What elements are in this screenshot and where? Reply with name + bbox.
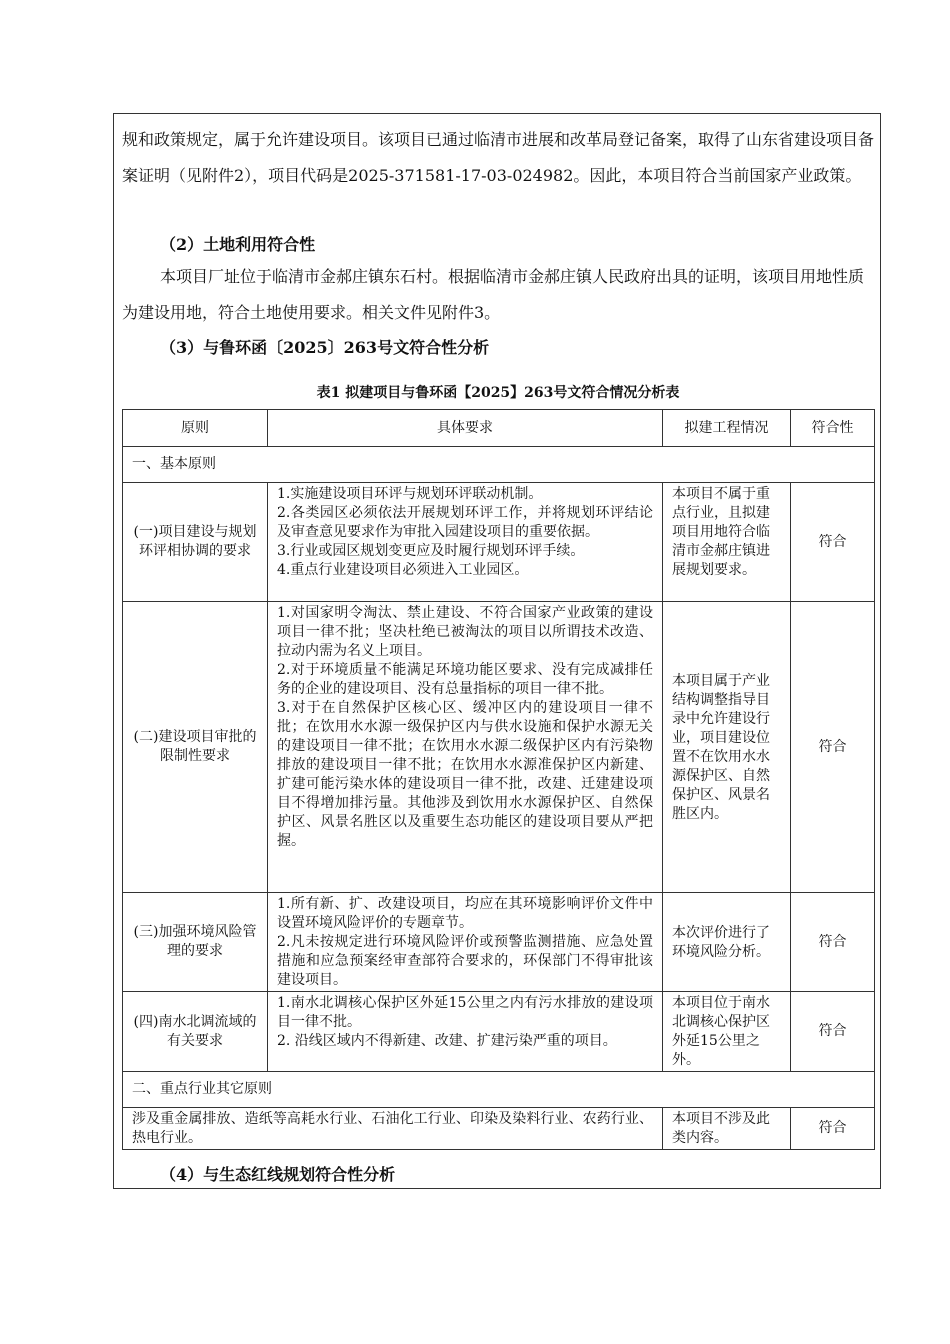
situation-cell: 本次评价进行了环境风险分析。: [663, 893, 791, 992]
table-header-row: [123, 410, 875, 447]
situation-cell: 本项目不属于重点行业，且拟建项目用地符合临清市金郝庄镇进展规划要求。: [663, 483, 791, 602]
requirement-cell: 涉及重金属排放、造纸等高耗水行业、石油化工行业、印染及染料行业、农药行业、热电行业。: [123, 1108, 663, 1150]
principle-cell: (四)南水北调流域的有关要求: [123, 992, 268, 1072]
section-row: [123, 1072, 875, 1108]
requirement-item: 1.实施建设项目环评与规划环评联动机制。: [277, 486, 543, 502]
table-row: [123, 602, 875, 893]
header-principle: 原则: [123, 410, 268, 447]
requirement-cell: [268, 893, 663, 992]
section-industry-principles: 二、重点行业其它原则: [123, 1072, 875, 1108]
requirement-item: 1.所有新、扩、改建设项目，均应在其环境影响评价文件中设置环境风险评价的专题章节。: [277, 896, 653, 931]
principle-cell: (二)建设项目审批的限制性要求: [123, 602, 268, 893]
table-row: [123, 992, 875, 1072]
section-basic-principles: 一、基本原则: [123, 447, 875, 483]
requirement-item: 3.行业或园区规划变更应及时履行规划环评手续。: [277, 543, 585, 559]
requirement-item: 4.重点行业建设项目必须进入工业园区。: [277, 562, 529, 578]
header-conformity: 符合性: [791, 410, 875, 447]
conformity-cell: 符合: [791, 602, 875, 893]
principle-cell: (三)加强环境风险管理的要求: [123, 893, 268, 992]
situation-cell: 本项目位于南水北调核心保护区外延15公里之外。: [663, 992, 791, 1072]
requirement-item: 1.南水北调核心保护区外延15公里之内有污水排放的建设项目一律不批。: [277, 995, 653, 1030]
heading-lu-document: （3）与鲁环函〔2025〕263号文符合性分析: [160, 338, 490, 357]
heading-land-use: （2）土地利用符合性: [160, 235, 316, 254]
requirement-cell: [268, 992, 663, 1072]
conformity-cell: 符合: [791, 893, 875, 992]
requirement-item: 2.各类园区必须依法开展规划环评工作，并将规划环评结论及审查意见要求作为审批入园建设项目的重要依据。: [277, 505, 653, 540]
conformity-cell: 符合: [791, 992, 875, 1072]
table-row: [123, 1108, 875, 1150]
requirement-item: 2.对于环境质量不能满足环境功能区要求、没有完成减排任务的企业的建设项目、没有总量指标的项目一律不批。: [277, 662, 653, 697]
situation-cell: 本项目属于产业结构调整指导目录中允许建设行业，项目建设位置不在饮用水水源保护区、自然保护区、风景名胜区内。: [663, 602, 791, 893]
conformity-table: [122, 409, 875, 1150]
header-situation: 拟建工程情况: [663, 410, 791, 447]
requirement-item: 1.对国家明令淘汰、禁止建设、不符合国家产业政策的建设项目一律不批；坚决杜绝已被淘汰的项目以所谓技术改造、拉动内需为名义上项目。: [277, 605, 653, 659]
conformity-cell: 符合: [791, 483, 875, 602]
conformity-cell: 符合: [791, 1108, 875, 1150]
requirement-item: 3.对于在自然保护区核心区、缓冲区内的建设项目一律不批；在饮用水水源一级保护区内与供水设施和保护水源无关的建设项目一律不批；在饮用水水源二级保护区内有污染物排放的建设项目一律不批；在饮用水水源准保护区内新建、扩建可能污染水体的建设项目一律不批，改建、迁建建设项目不得增加排污量。其他涉及到饮用水水源保护区、自然保护区、风景名胜区以及重要生态功能区的建设项目要从严把握。: [277, 700, 653, 849]
requirement-cell: [268, 483, 663, 602]
requirement-item: 2. 沿线区域内不得新建、改建、扩建污染严重的项目。: [277, 1033, 617, 1049]
table-row: [123, 483, 875, 602]
table-caption: 表1 拟建项目与鲁环函【2025】263号文符合情况分析表: [316, 385, 680, 401]
principle-cell: (一)项目建设与规划环评相协调的要求: [123, 483, 268, 602]
requirement-item: 2.凡未按规定进行环境风险评价或预警监测措施、应急处置措施和应急预案经审查部符合要求的，环保部门不得审批该建设项目。: [277, 934, 653, 988]
heading-eco-redline: （4）与生态红线规划符合性分析: [160, 1165, 396, 1184]
intro-paragraph: 规和政策规定，属于允许建设项目。该项目已通过临清市进展和改革局登记备案，取得了山东省建设项目备案证明（见附件2），项目代码是2025-371581-17-03-024982。因此，本项目符合当前国家产业政策。: [122, 130, 875, 185]
table-row: [123, 893, 875, 992]
requirement-cell: [268, 602, 663, 893]
header-requirement: 具体要求: [268, 410, 663, 447]
land-paragraph: 本项目厂址位于临清市金郝庄镇东石村。根据临清市金郝庄镇人民政府出具的证明，该项目用地性质为建设用地，符合土地使用要求。相关文件见附件3。: [122, 267, 865, 322]
section-row: [123, 447, 875, 483]
situation-cell: 本项目不涉及此类内容。: [663, 1108, 791, 1150]
